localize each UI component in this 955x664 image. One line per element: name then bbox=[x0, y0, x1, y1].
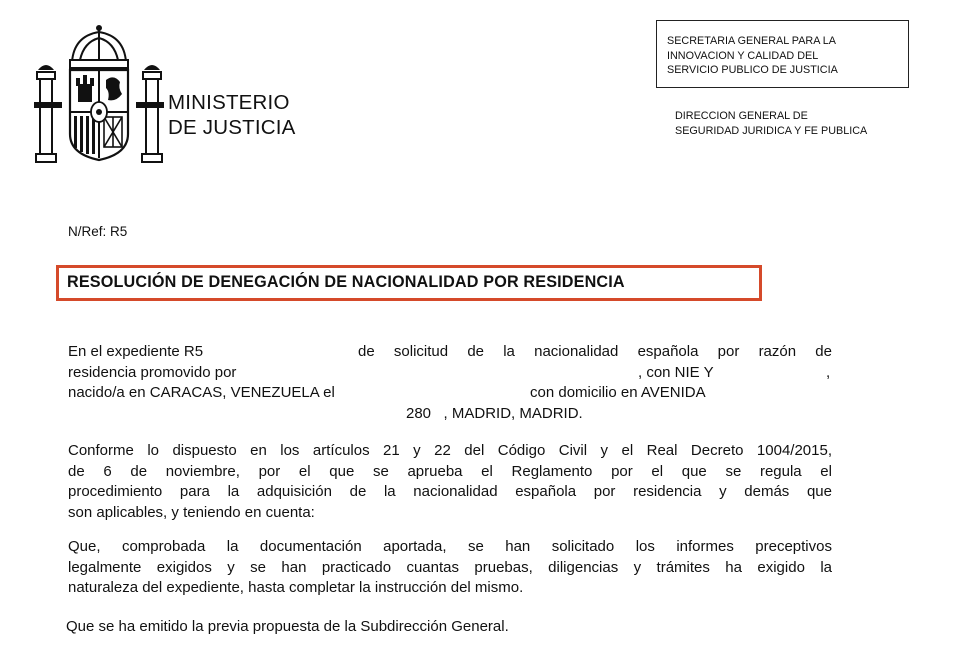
p1-line3-end: con domicilio en AVENIDA bbox=[530, 384, 706, 401]
p1-line1-end: de solicitud de la nacionalidad española por razón de bbox=[358, 343, 832, 360]
p2-line4: son aplicables, y teniendo en cuenta: bbox=[68, 503, 315, 521]
p2-line1: Conforme lo dispuesto en los artículos 21 y 22 del Código Civil y el Real Decreto 1004/2015, bbox=[68, 442, 832, 459]
ministry-name-line2: DE JUSTICIA bbox=[168, 116, 296, 139]
ministry-name-line1: MINISTERIO bbox=[168, 91, 290, 114]
p1-line2-start: residencia promovido por bbox=[68, 363, 237, 381]
ministry-name bbox=[168, 90, 296, 140]
p1-line2-mid: , con NIE Y bbox=[638, 363, 714, 381]
document-title: RESOLUCIÓN DE DENEGACIÓN DE NACIONALIDAD POR RESIDENCIA bbox=[67, 273, 625, 291]
p3-line2: legalmente exigidos y se han practicado cuantas pruebas, diligencias y trámites ha exigido la bbox=[68, 558, 832, 576]
p2-line3: procedimiento para la adquisición de la nacionalidad española por residencia y demás que bbox=[68, 483, 832, 500]
p1-line2-end: , bbox=[826, 363, 831, 381]
p1-line4: 280 , MADRID, MADRID. bbox=[406, 404, 583, 422]
reference-number: N/Ref: R5 bbox=[68, 224, 128, 239]
p3-line3: naturaleza del expediente, hasta completar la instrucción del mismo. bbox=[68, 579, 524, 596]
direccion-text: DIRECCION GENERAL DE SEGURIDAD JURIDICA Y FE PUBLICA bbox=[675, 110, 868, 137]
p2-line2: de 6 de noviembre, por el que se aprueba el Reglamento por el que se regula el bbox=[68, 462, 832, 480]
p1-line1-start: En el expediente R5 bbox=[68, 343, 204, 360]
p3-line1: Que, comprobada la documentación aportada, se han solicitado los informes preceptivos bbox=[68, 538, 832, 555]
secretaria-text: SECRETARIA GENERAL PARA LA INNOVACION Y CALIDAD DEL SERVICIO PUBLICO DE JUSTICIA bbox=[667, 35, 838, 76]
p1-line3-start: nacido/a en CARACAS, VENEZUELA el bbox=[68, 384, 335, 401]
paragraph-comprobada bbox=[68, 537, 832, 599]
paragraph-propuesta: Que se ha emitido la previa propuesta de la Subdirección General. bbox=[66, 618, 509, 635]
paragraph-conforme bbox=[68, 441, 832, 523]
paragraph-expediente bbox=[68, 342, 832, 424]
spain-coat-of-arms-icon bbox=[34, 22, 164, 167]
